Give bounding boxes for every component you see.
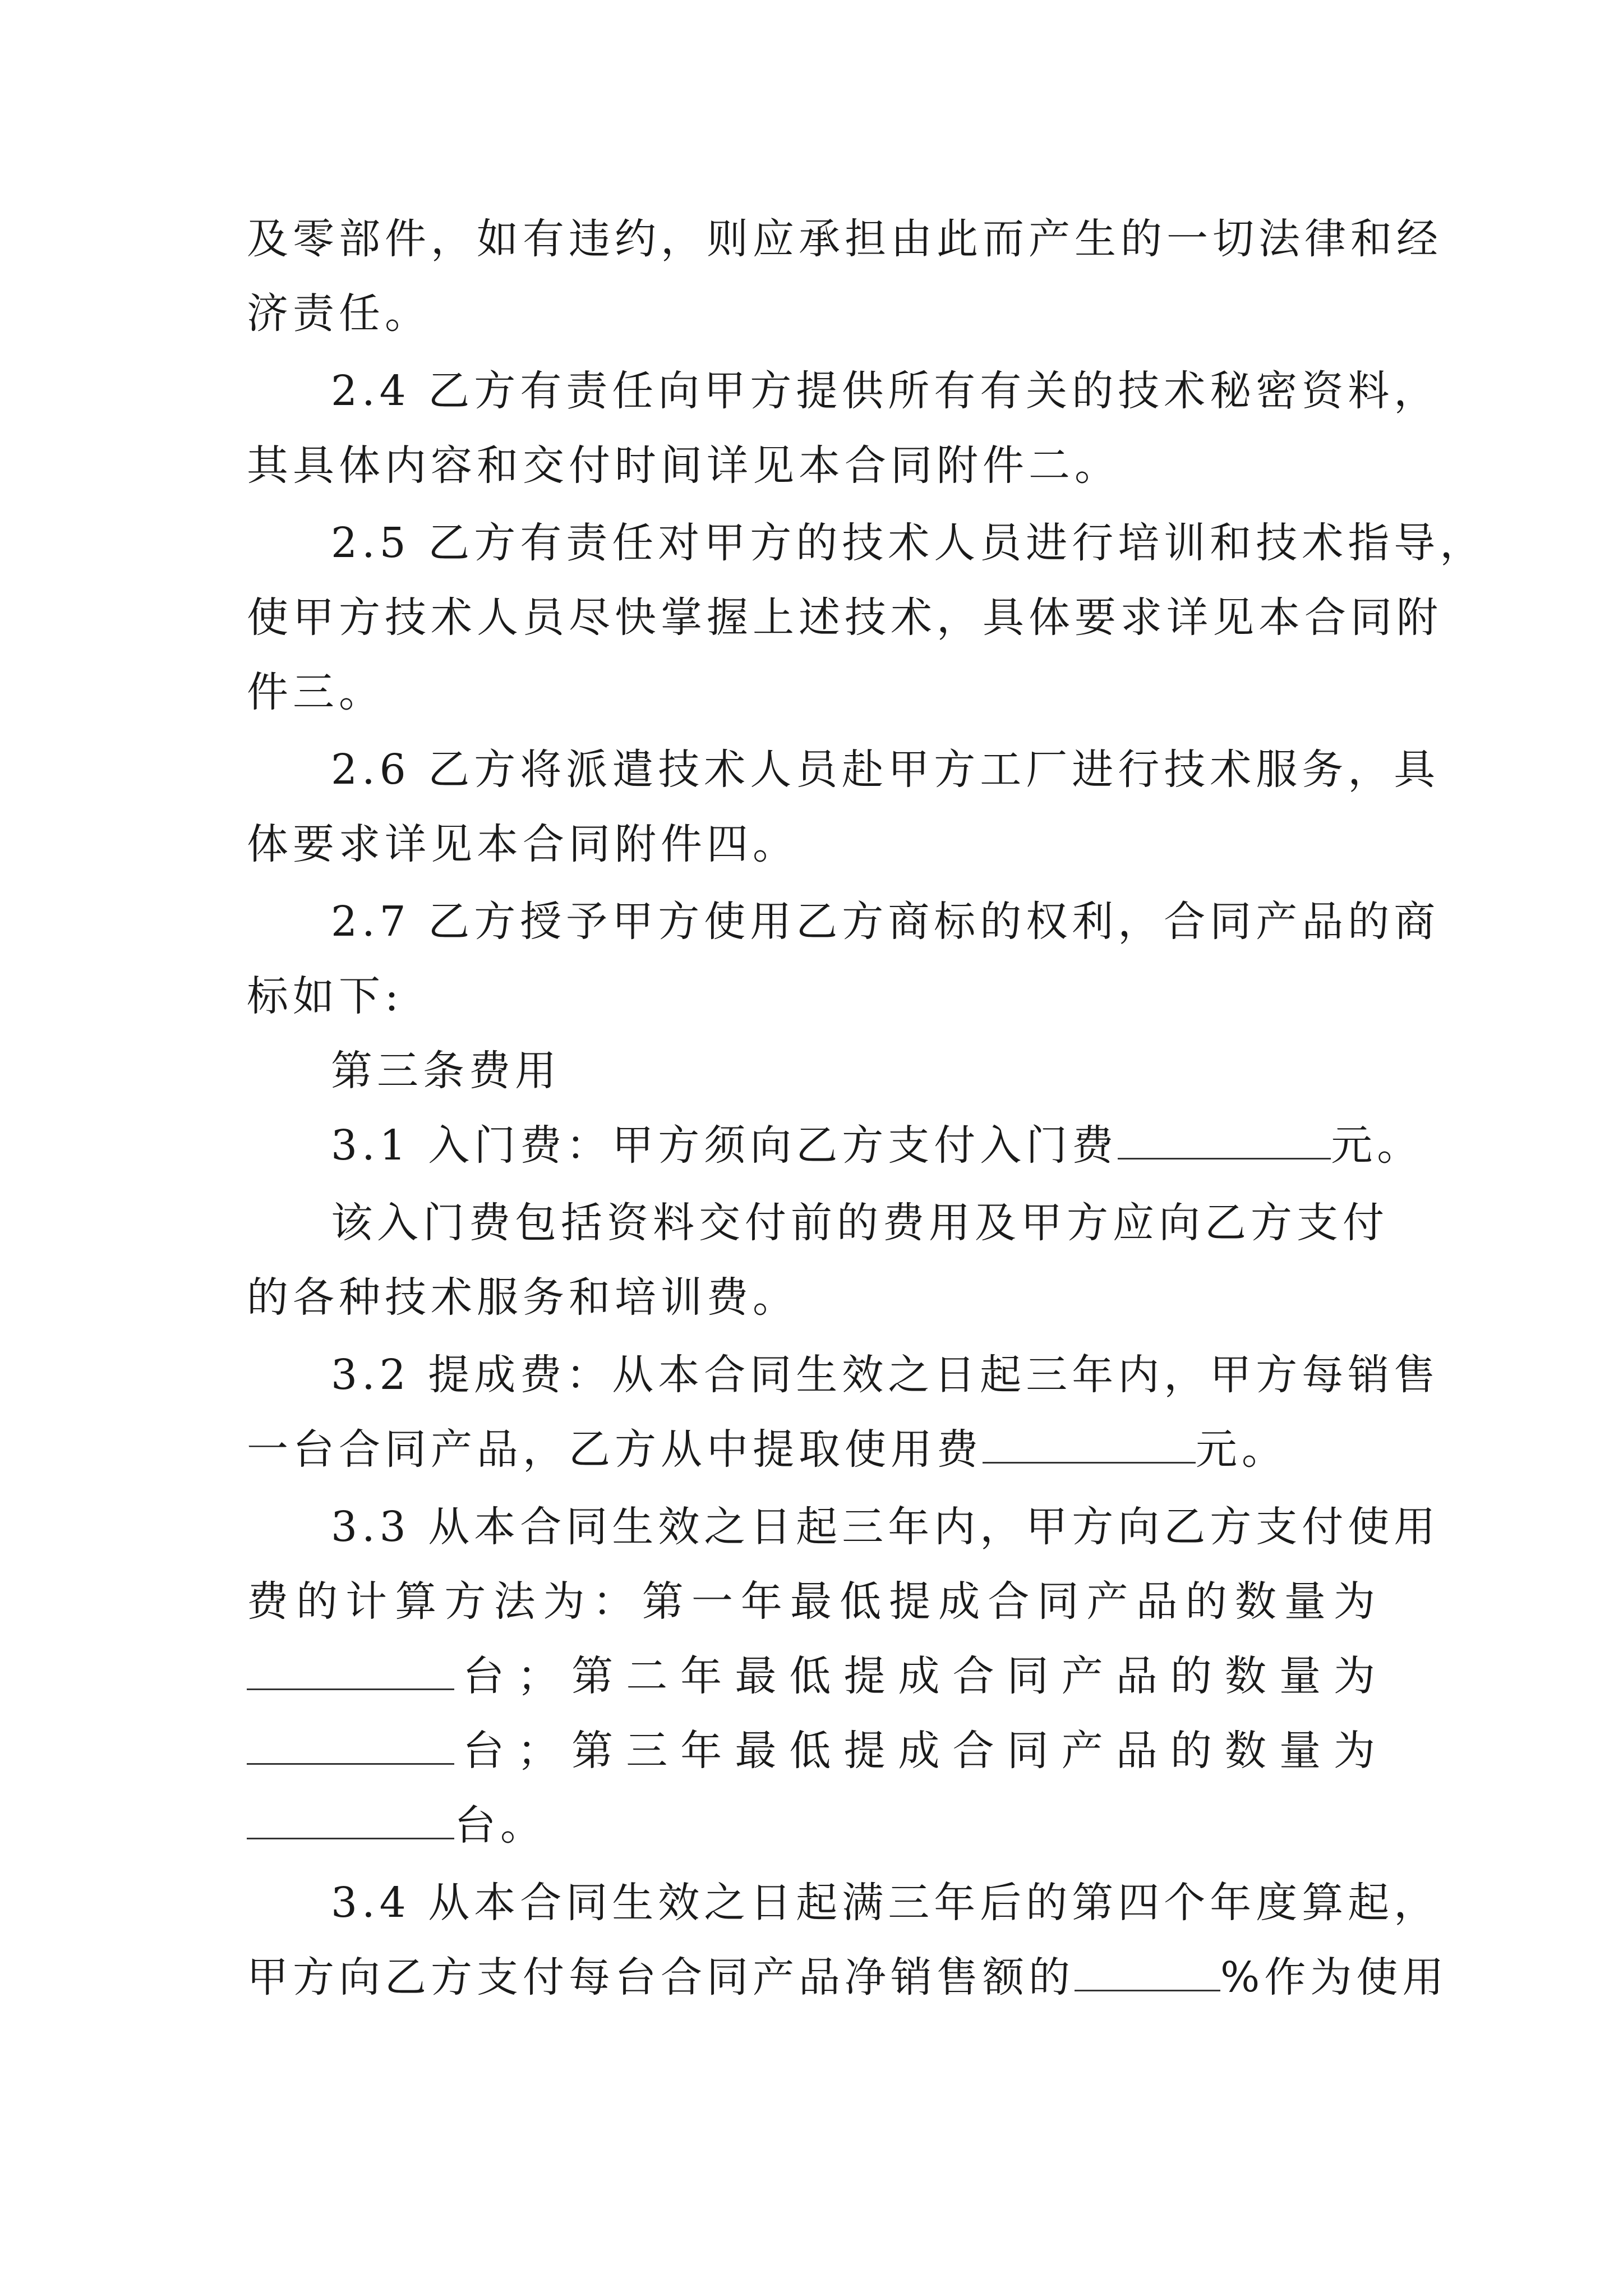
fill-in-blank <box>247 1798 454 1839</box>
text-line: 体要求详见本合同附件四。 <box>247 820 799 868</box>
clause-3-3: 3.3 从本合同生效之日起三年内，甲方向乙方支付使用 <box>331 1503 1440 1551</box>
fill-in-blank <box>1075 1950 1220 1991</box>
text-line: 台。 <box>247 1788 1380 1863</box>
clause-2-5: 2.5 乙方有责任对甲方的技术人员进行培训和技术指导， <box>331 519 1486 567</box>
fill-in-blank <box>1118 1119 1331 1159</box>
text-line: 济责任。 <box>247 289 431 338</box>
fill-in-blank <box>247 1724 454 1765</box>
text-line: 该入门费包括资料交付前的费用及甲方应向乙方支付 <box>331 1199 1389 1247</box>
fill-in-blank <box>247 1649 454 1690</box>
text-line: 台；第三年最低提成合同产品的数量为 <box>247 1714 1380 1788</box>
text-line: 及零部件，如有违约，则应承担由此而产生的一切法律和经 <box>247 215 1442 263</box>
text-line: 费的计算方法为：第一年最低提成合同产品的数量为 <box>247 1577 1380 1626</box>
section-heading-article-3: 第三条费用 <box>331 1047 561 1095</box>
text-line: 其具体内容和交付时间详见本合同附件二。 <box>247 441 1121 490</box>
clause-3-4: 3.4 从本合同生效之日起满三年后的第四个年度算起， <box>331 1879 1440 1927</box>
fill-in-blank <box>983 1423 1196 1464</box>
text-line: 标如下: <box>247 972 403 1020</box>
clause-2-6: 2.6 乙方将派遣技术人员赴甲方工厂进行技术服务，具 <box>331 746 1440 794</box>
clause-2-7: 2.7 乙方授予甲方使用乙方商标的权利，合同产品的商 <box>331 898 1440 946</box>
clause-3-2: 3.2 提成费：从本合同生效之日起三年内，甲方每销售 <box>331 1351 1440 1399</box>
text-line: 使甲方技术人员尽快掌握上述技术，具体要求详见本合同附 <box>247 593 1442 642</box>
text-line: 件三。 <box>247 668 385 716</box>
contract-text <box>247 202 1486 2015</box>
clause-3-1: 3.1 入门费：甲方须向乙方支付入门费 元。 <box>247 1108 1380 1183</box>
text-line: 一台合同产品，乙方从中提取使用费 元。 <box>247 1412 1380 1487</box>
clause-2-4: 2.4 乙方有责任向甲方提供所有有关的技术秘密资料， <box>331 367 1440 415</box>
text-line: 台；第二年最低提成合同产品的数量为 <box>247 1639 1380 1714</box>
text-line: 甲方向乙方支付每台合同产品净销售额的 %作为使用 <box>247 1940 1380 2015</box>
text-line: 的各种技术服务和培训费。 <box>247 1273 799 1322</box>
